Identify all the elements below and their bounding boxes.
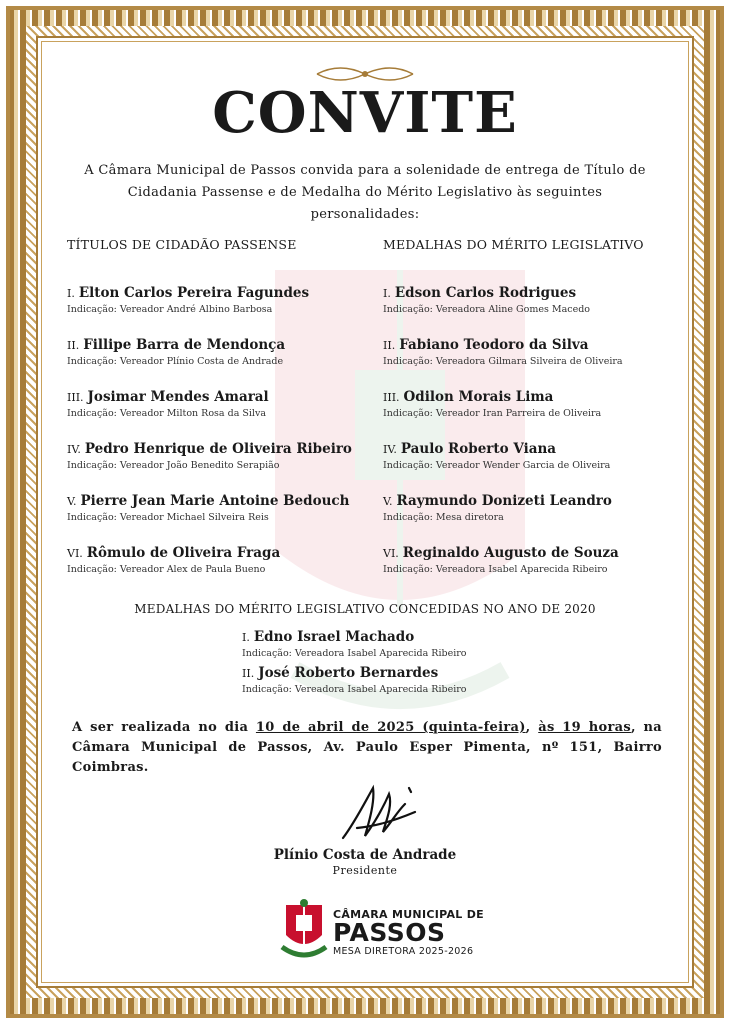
item-number: I. bbox=[67, 287, 75, 300]
left-column-heading: TÍTULOS DE CIDADÃO PASSENSE bbox=[67, 237, 297, 252]
section-2020-heading: MEDALHAS DO MÉRITO LEGISLATIVO CONCEDIDAS NO ANO DE 2020 bbox=[134, 602, 596, 616]
list-item bbox=[67, 441, 352, 471]
indication-text: Indicação: Vereador Plínio Costa de Andrade bbox=[67, 356, 284, 367]
list-item bbox=[67, 545, 280, 575]
list-item bbox=[242, 629, 467, 659]
honoree-name bbox=[67, 545, 280, 561]
list-item bbox=[383, 285, 590, 315]
honoree-name-text: Josimar Mendes Amaral bbox=[87, 389, 269, 405]
honoree-name bbox=[383, 441, 610, 457]
list-item bbox=[242, 665, 467, 695]
item-number: I. bbox=[383, 287, 391, 300]
honoree-name-text: Pierre Jean Marie Antoine Bedouch bbox=[80, 493, 350, 509]
honoree-name bbox=[383, 285, 590, 301]
list-item bbox=[383, 337, 623, 367]
logo-text-line1: CÂMARA MUNICIPAL DE bbox=[333, 908, 484, 921]
honoree-name-text: Edno Israel Machado bbox=[253, 629, 415, 645]
honoree-name bbox=[67, 337, 285, 353]
honoree-name-text: Pedro Henrique de Oliveira Ribeiro bbox=[84, 441, 352, 457]
indication-text: Indicação: Vereador André Albino Barbosa bbox=[67, 304, 273, 315]
honoree-name-text: Odilon Morais Lima bbox=[403, 389, 554, 405]
list-item bbox=[67, 493, 349, 523]
list-item bbox=[383, 493, 612, 523]
honoree-name bbox=[67, 493, 349, 509]
indication-text: Indicação: Mesa diretora bbox=[383, 512, 504, 523]
honoree-name-text: Paulo Roberto Viana bbox=[400, 441, 557, 457]
list-item bbox=[383, 441, 610, 471]
indication-text: Indicação: Vereador Iran Parreira de Oliveira bbox=[383, 408, 602, 419]
event-text-part1: A ser realizada no dia bbox=[72, 720, 256, 735]
logo-text-mesa: MESA DIRETORA 2025-2026 bbox=[333, 946, 474, 957]
list-item bbox=[383, 389, 601, 419]
event-text-part3: , na Câmara Municipal de Passos, Av. Paulo Esper Pimenta, nº 151, Bairro Coimbras. bbox=[72, 720, 662, 775]
indication-text: Indicação: Vereador Wender Garcia de Oliveira bbox=[383, 460, 611, 471]
list-item bbox=[67, 337, 285, 367]
item-number: II. bbox=[383, 339, 396, 352]
indication-text: Indicação: Vereador João Benedito Serapião bbox=[67, 460, 280, 471]
honoree-name-text: Edson Carlos Rodrigues bbox=[394, 285, 577, 301]
item-number: IV. bbox=[67, 443, 81, 456]
right-column-heading: MEDALHAS DO MÉRITO LEGISLATIVO bbox=[383, 237, 644, 252]
item-number: III. bbox=[67, 391, 84, 404]
honoree-name-text: José Roberto Bernardes bbox=[258, 665, 439, 681]
event-date: 10 de abril de 2025 (quinta-feira) bbox=[255, 720, 526, 735]
indication-text: Indicação: Vereador Alex de Paula Bueno bbox=[67, 564, 266, 575]
honoree-name bbox=[383, 337, 623, 353]
honoree-name-text: Fillipe Barra de Mendonça bbox=[83, 337, 286, 353]
item-number: II. bbox=[67, 339, 80, 352]
item-number: II. bbox=[242, 667, 255, 680]
indication-text: Indicação: Vereador Michael Silveira Reis bbox=[67, 512, 269, 523]
logo-text-passos: PASSOS bbox=[333, 918, 446, 947]
honoree-name bbox=[242, 665, 467, 681]
indication-text: Indicação: Vereadora Isabel Aparecida Ribeiro bbox=[242, 684, 467, 695]
indication-text: Indicação: Vereadora Isabel Aparecida Ribeiro bbox=[383, 564, 608, 575]
event-details-paragraph bbox=[72, 718, 662, 778]
honoree-name bbox=[242, 629, 467, 645]
indication-text: Indicação: Vereadora Gilmara Silveira de Oliveira bbox=[383, 356, 623, 367]
honoree-name-text: Raymundo Donizeti Leandro bbox=[396, 493, 612, 509]
item-number: III. bbox=[383, 391, 400, 404]
intro-paragraph: A Câmara Municipal de Passos convida para a solenidade de entrega de Título de Cidadania Passense e de Medalha do Mérito Legislativo às seguintes personalidades: bbox=[84, 163, 646, 222]
honoree-name-text: Rômulo de Oliveira Fraga bbox=[86, 545, 281, 561]
honoree-name bbox=[383, 493, 612, 509]
item-number: I. bbox=[242, 631, 250, 644]
list-item bbox=[67, 285, 309, 315]
honoree-name-text: Elton Carlos Pereira Fagundes bbox=[78, 285, 310, 301]
honoree-name bbox=[67, 441, 352, 457]
event-time: às 19 horas bbox=[538, 720, 631, 735]
camara-crest-logo-icon bbox=[280, 897, 328, 961]
signatory-name: Plínio Costa de Andrade bbox=[273, 847, 457, 863]
honoree-name bbox=[383, 389, 601, 405]
item-number: V. bbox=[383, 495, 393, 508]
item-number: VI. bbox=[383, 547, 399, 560]
item-number: IV. bbox=[383, 443, 397, 456]
list-item bbox=[383, 545, 619, 575]
signature-icon bbox=[335, 782, 425, 844]
honoree-name bbox=[383, 545, 619, 561]
list-item bbox=[67, 389, 269, 419]
page-title: CONVITE bbox=[212, 80, 518, 146]
signatory-role: Presidente bbox=[332, 864, 398, 877]
honoree-name-text: Fabiano Teodoro da Silva bbox=[399, 337, 589, 353]
indication-text: Indicação: Vereadora Aline Gomes Macedo bbox=[383, 304, 591, 315]
honoree-name bbox=[67, 285, 309, 301]
honoree-name-text: Reginaldo Augusto de Souza bbox=[402, 545, 619, 561]
item-number: VI. bbox=[67, 547, 83, 560]
honoree-name bbox=[67, 389, 269, 405]
indication-text: Indicação: Vereadora Isabel Aparecida Ribeiro bbox=[242, 648, 467, 659]
indication-text: Indicação: Vereador Milton Rosa da Silva bbox=[67, 408, 266, 419]
item-number: V. bbox=[67, 495, 77, 508]
event-text-part2: , bbox=[525, 720, 539, 735]
